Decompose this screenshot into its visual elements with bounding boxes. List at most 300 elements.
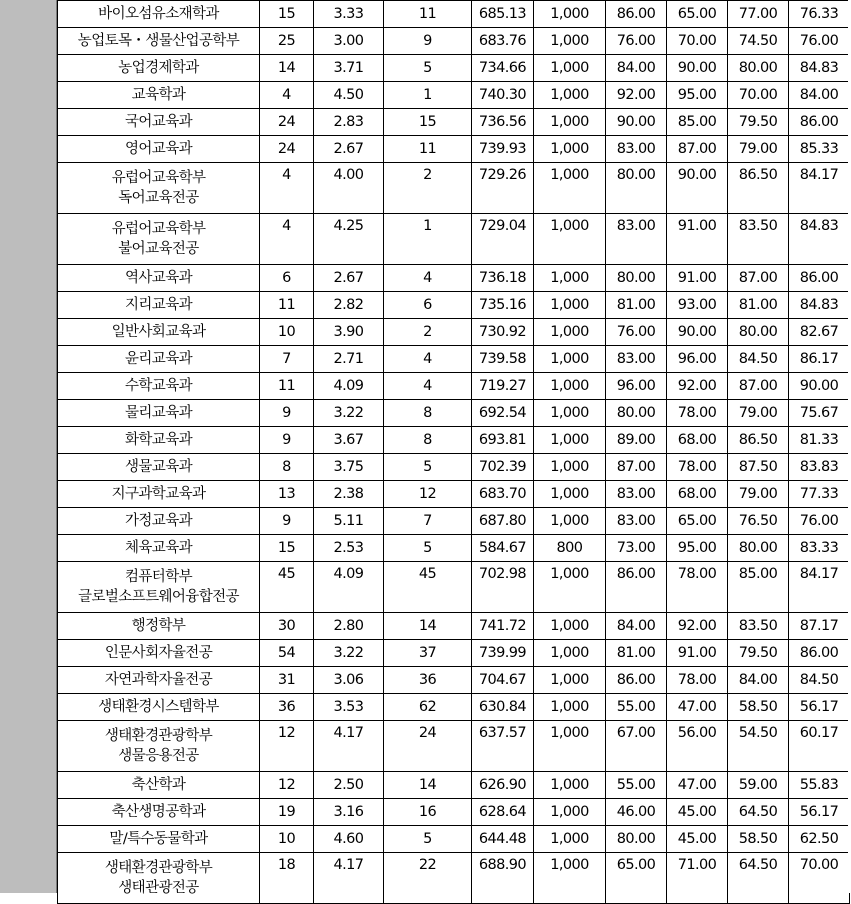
value-cell-c6: 81.00 <box>606 640 667 667</box>
department-name-cell <box>58 562 260 613</box>
value-cell-c7: 91.00 <box>667 214 728 265</box>
department-name: 지구과학교육과 <box>111 486 206 502</box>
value-cell-c6: 83.00 <box>606 214 667 265</box>
value-cell-c1: 9 <box>260 400 314 427</box>
value-cell-c8: 58.50 <box>728 694 789 721</box>
value-cell-c6: 65.00 <box>606 853 667 904</box>
value-cell-c8: 85.00 <box>728 562 789 613</box>
value-cell-c1: 7 <box>260 346 314 373</box>
department-name: 자연과학자율전공 <box>104 672 213 688</box>
department-name: 행정학부 <box>131 618 186 634</box>
table-row <box>58 109 850 136</box>
value-cell-c5: 1,000 <box>534 1 606 28</box>
value-cell-c3: 11 <box>384 1 472 28</box>
table-row <box>58 562 850 613</box>
value-cell-c9: 90.00 <box>789 373 850 400</box>
department-name-cell <box>58 427 260 454</box>
value-cell-c4: 630.84 <box>472 694 534 721</box>
value-cell-c3: 4 <box>384 373 472 400</box>
table-row <box>58 853 850 904</box>
value-cell-c5: 1,000 <box>534 319 606 346</box>
table-row <box>58 319 850 346</box>
table-row <box>58 535 850 562</box>
value-cell-c3: 24 <box>384 721 472 772</box>
value-cell-c7: 92.00 <box>667 373 728 400</box>
value-cell-c5: 1,000 <box>534 481 606 508</box>
value-cell-c8: 87.50 <box>728 454 789 481</box>
value-cell-c2: 3.75 <box>314 454 384 481</box>
value-cell-c4: 693.81 <box>472 427 534 454</box>
table-row <box>58 454 850 481</box>
value-cell-c6: 84.00 <box>606 55 667 82</box>
value-cell-c8: 86.50 <box>728 163 789 214</box>
value-cell-c4: 734.66 <box>472 55 534 82</box>
admission-results-table <box>57 0 850 904</box>
value-cell-c7: 93.00 <box>667 292 728 319</box>
table-row <box>58 826 850 853</box>
department-name: 바이오섬유소재학과 <box>98 6 219 22</box>
department-name-cell <box>58 667 260 694</box>
department-name: 컴퓨터학부 <box>124 569 193 585</box>
table-row <box>58 163 850 214</box>
value-cell-c7: 70.00 <box>667 28 728 55</box>
value-cell-c4: 740.30 <box>472 82 534 109</box>
value-cell-c2: 2.50 <box>314 772 384 799</box>
value-cell-c3: 8 <box>384 427 472 454</box>
department-name-cell <box>58 214 260 265</box>
department-name: 교육학과 <box>131 87 186 103</box>
table-row <box>58 508 850 535</box>
value-cell-c9: 60.17 <box>789 721 850 772</box>
value-cell-c2: 2.82 <box>314 292 384 319</box>
value-cell-c6: 80.00 <box>606 265 667 292</box>
department-name: 영어교육과 <box>124 141 193 157</box>
value-cell-c5: 1,000 <box>534 28 606 55</box>
value-cell-c4: 719.27 <box>472 373 534 400</box>
value-cell-c9: 84.83 <box>789 292 850 319</box>
department-name-cell <box>58 772 260 799</box>
value-cell-c2: 2.83 <box>314 109 384 136</box>
department-name-cell <box>58 694 260 721</box>
value-cell-c9: 62.50 <box>789 826 850 853</box>
value-cell-c5: 1,000 <box>534 562 606 613</box>
value-cell-c9: 70.00 <box>789 853 850 904</box>
value-cell-c1: 54 <box>260 640 314 667</box>
department-name-cell <box>58 613 260 640</box>
department-name-cell <box>58 853 260 904</box>
value-cell-c8: 86.50 <box>728 427 789 454</box>
value-cell-c9: 86.00 <box>789 109 850 136</box>
value-cell-c7: 90.00 <box>667 319 728 346</box>
department-name-cell <box>58 535 260 562</box>
department-major: 글로벌소프트웨어융합전공 <box>78 589 239 605</box>
department-name: 국어교육과 <box>124 114 193 130</box>
value-cell-c7: 65.00 <box>667 508 728 535</box>
value-cell-c7: 71.00 <box>667 853 728 904</box>
value-cell-c7: 85.00 <box>667 109 728 136</box>
value-cell-c1: 8 <box>260 454 314 481</box>
value-cell-c9: 76.00 <box>789 28 850 55</box>
value-cell-c4: 687.80 <box>472 508 534 535</box>
value-cell-c5: 1,000 <box>534 292 606 319</box>
value-cell-c8: 80.00 <box>728 535 789 562</box>
value-cell-c4: 729.04 <box>472 214 534 265</box>
value-cell-c1: 12 <box>260 721 314 772</box>
value-cell-c1: 12 <box>260 772 314 799</box>
value-cell-c2: 3.22 <box>314 400 384 427</box>
value-cell-c9: 75.67 <box>789 400 850 427</box>
value-cell-c4: 736.56 <box>472 109 534 136</box>
value-cell-c7: 78.00 <box>667 400 728 427</box>
value-cell-c9: 76.33 <box>789 1 850 28</box>
value-cell-c9: 84.83 <box>789 214 850 265</box>
value-cell-c8: 81.00 <box>728 292 789 319</box>
value-cell-c2: 5.11 <box>314 508 384 535</box>
value-cell-c5: 1,000 <box>534 721 606 772</box>
table-row <box>58 640 850 667</box>
department-name-cell <box>58 319 260 346</box>
value-cell-c6: 46.00 <box>606 799 667 826</box>
department-name: 농업경제학과 <box>118 60 199 76</box>
value-cell-c2: 3.16 <box>314 799 384 826</box>
value-cell-c1: 15 <box>260 1 314 28</box>
value-cell-c4: 683.76 <box>472 28 534 55</box>
value-cell-c7: 68.00 <box>667 427 728 454</box>
value-cell-c4: 628.64 <box>472 799 534 826</box>
department-name-cell <box>58 109 260 136</box>
value-cell-c5: 1,000 <box>534 508 606 535</box>
value-cell-c4: 626.90 <box>472 772 534 799</box>
table-row <box>58 721 850 772</box>
value-cell-c3: 37 <box>384 640 472 667</box>
value-cell-c4: 683.70 <box>472 481 534 508</box>
value-cell-c6: 86.00 <box>606 667 667 694</box>
value-cell-c5: 1,000 <box>534 346 606 373</box>
department-name: 수학교육과 <box>124 378 193 394</box>
value-cell-c8: 77.00 <box>728 1 789 28</box>
value-cell-c7: 78.00 <box>667 454 728 481</box>
value-cell-c2: 2.67 <box>314 136 384 163</box>
value-cell-c3: 8 <box>384 400 472 427</box>
value-cell-c8: 64.50 <box>728 799 789 826</box>
value-cell-c9: 84.00 <box>789 82 850 109</box>
value-cell-c3: 6 <box>384 292 472 319</box>
department-name: 체육교육과 <box>124 540 193 556</box>
department-name-cell <box>58 265 260 292</box>
department-name: 인문사회자율전공 <box>104 645 213 661</box>
value-cell-c8: 80.00 <box>728 319 789 346</box>
value-cell-c2: 4.17 <box>314 853 384 904</box>
value-cell-c5: 800 <box>534 535 606 562</box>
value-cell-c7: 91.00 <box>667 265 728 292</box>
department-name-cell <box>58 346 260 373</box>
value-cell-c5: 1,000 <box>534 613 606 640</box>
value-cell-c8: 74.50 <box>728 28 789 55</box>
department-name-cell <box>58 28 260 55</box>
value-cell-c3: 62 <box>384 694 472 721</box>
value-cell-c6: 83.00 <box>606 481 667 508</box>
value-cell-c3: 4 <box>384 346 472 373</box>
value-cell-c1: 14 <box>260 55 314 82</box>
value-cell-c1: 18 <box>260 853 314 904</box>
department-name: 일반사회교육과 <box>111 324 206 340</box>
value-cell-c8: 79.50 <box>728 640 789 667</box>
value-cell-c6: 81.00 <box>606 292 667 319</box>
department-name-cell <box>58 163 260 214</box>
value-cell-c7: 90.00 <box>667 55 728 82</box>
value-cell-c4: 637.57 <box>472 721 534 772</box>
value-cell-c4: 685.13 <box>472 1 534 28</box>
value-cell-c3: 9 <box>384 28 472 55</box>
table-row <box>58 799 850 826</box>
value-cell-c7: 96.00 <box>667 346 728 373</box>
department-name: 유럽어교육학부 <box>111 170 206 186</box>
value-cell-c7: 95.00 <box>667 535 728 562</box>
value-cell-c1: 9 <box>260 508 314 535</box>
value-cell-c2: 3.71 <box>314 55 384 82</box>
value-cell-c6: 80.00 <box>606 163 667 214</box>
value-cell-c7: 45.00 <box>667 826 728 853</box>
value-cell-c8: 54.50 <box>728 721 789 772</box>
value-cell-c3: 14 <box>384 613 472 640</box>
value-cell-c5: 1,000 <box>534 82 606 109</box>
value-cell-c4: 739.58 <box>472 346 534 373</box>
value-cell-c4: 736.18 <box>472 265 534 292</box>
value-cell-c8: 79.00 <box>728 400 789 427</box>
value-cell-c2: 4.60 <box>314 826 384 853</box>
value-cell-c3: 16 <box>384 799 472 826</box>
value-cell-c4: 729.26 <box>472 163 534 214</box>
value-cell-c9: 83.33 <box>789 535 850 562</box>
value-cell-c2: 4.00 <box>314 163 384 214</box>
value-cell-c3: 22 <box>384 853 472 904</box>
value-cell-c8: 70.00 <box>728 82 789 109</box>
value-cell-c1: 10 <box>260 826 314 853</box>
value-cell-c5: 1,000 <box>534 427 606 454</box>
value-cell-c5: 1,000 <box>534 667 606 694</box>
value-cell-c6: 83.00 <box>606 136 667 163</box>
value-cell-c6: 80.00 <box>606 400 667 427</box>
value-cell-c6: 84.00 <box>606 613 667 640</box>
value-cell-c5: 1,000 <box>534 400 606 427</box>
value-cell-c3: 5 <box>384 535 472 562</box>
value-cell-c1: 10 <box>260 319 314 346</box>
value-cell-c9: 84.50 <box>789 667 850 694</box>
value-cell-c7: 91.00 <box>667 640 728 667</box>
value-cell-c2: 4.17 <box>314 721 384 772</box>
value-cell-c4: 584.67 <box>472 535 534 562</box>
department-name: 유럽어교육학부 <box>111 221 206 237</box>
value-cell-c7: 65.00 <box>667 1 728 28</box>
value-cell-c6: 83.00 <box>606 508 667 535</box>
value-cell-c9: 55.83 <box>789 772 850 799</box>
value-cell-c8: 84.00 <box>728 667 789 694</box>
department-name-cell <box>58 481 260 508</box>
value-cell-c7: 87.00 <box>667 136 728 163</box>
value-cell-c2: 2.71 <box>314 346 384 373</box>
department-major: 생태관광전공 <box>118 880 199 896</box>
table-row <box>58 694 850 721</box>
value-cell-c5: 1,000 <box>534 772 606 799</box>
department-name: 화학교육과 <box>124 432 193 448</box>
department-name-cell <box>58 55 260 82</box>
value-cell-c2: 4.09 <box>314 373 384 400</box>
value-cell-c2: 3.90 <box>314 319 384 346</box>
value-cell-c8: 76.50 <box>728 508 789 535</box>
department-name: 축산학과 <box>131 777 186 793</box>
value-cell-c2: 4.09 <box>314 562 384 613</box>
department-name-cell <box>58 454 260 481</box>
department-name: 생태환경관광학부 <box>104 728 213 744</box>
value-cell-c5: 1,000 <box>534 163 606 214</box>
value-cell-c2: 2.80 <box>314 613 384 640</box>
value-cell-c4: 730.92 <box>472 319 534 346</box>
table-row <box>58 481 850 508</box>
table-row <box>58 667 850 694</box>
value-cell-c6: 67.00 <box>606 721 667 772</box>
value-cell-c6: 96.00 <box>606 373 667 400</box>
value-cell-c5: 1,000 <box>534 136 606 163</box>
department-name: 말/특수동물학과 <box>109 831 208 847</box>
department-major: 생물응용전공 <box>118 748 199 764</box>
value-cell-c7: 78.00 <box>667 562 728 613</box>
table-row <box>58 55 850 82</box>
value-cell-c2: 3.67 <box>314 427 384 454</box>
value-cell-c3: 4 <box>384 265 472 292</box>
table-row <box>58 136 850 163</box>
value-cell-c5: 1,000 <box>534 826 606 853</box>
value-cell-c5: 1,000 <box>534 55 606 82</box>
value-cell-c3: 15 <box>384 109 472 136</box>
value-cell-c3: 45 <box>384 562 472 613</box>
left-gutter <box>0 0 57 893</box>
value-cell-c7: 68.00 <box>667 481 728 508</box>
value-cell-c5: 1,000 <box>534 109 606 136</box>
department-name: 생물교육과 <box>124 459 193 475</box>
value-cell-c4: 704.67 <box>472 667 534 694</box>
value-cell-c4: 741.72 <box>472 613 534 640</box>
value-cell-c1: 11 <box>260 373 314 400</box>
value-cell-c5: 1,000 <box>534 853 606 904</box>
department-name-cell <box>58 373 260 400</box>
value-cell-c9: 82.67 <box>789 319 850 346</box>
value-cell-c5: 1,000 <box>534 373 606 400</box>
value-cell-c8: 79.00 <box>728 136 789 163</box>
value-cell-c1: 30 <box>260 613 314 640</box>
value-cell-c8: 79.50 <box>728 109 789 136</box>
value-cell-c1: 19 <box>260 799 314 826</box>
value-cell-c1: 15 <box>260 535 314 562</box>
value-cell-c9: 56.17 <box>789 799 850 826</box>
value-cell-c5: 1,000 <box>534 214 606 265</box>
value-cell-c9: 77.33 <box>789 481 850 508</box>
value-cell-c1: 6 <box>260 265 314 292</box>
department-name: 지리교육과 <box>124 297 193 313</box>
table-row <box>58 214 850 265</box>
value-cell-c4: 702.98 <box>472 562 534 613</box>
value-cell-c9: 85.33 <box>789 136 850 163</box>
value-cell-c6: 87.00 <box>606 454 667 481</box>
value-cell-c6: 92.00 <box>606 82 667 109</box>
value-cell-c4: 702.39 <box>472 454 534 481</box>
value-cell-c7: 90.00 <box>667 163 728 214</box>
department-name: 가정교육과 <box>124 513 193 529</box>
department-major: 불어교육전공 <box>118 241 199 257</box>
value-cell-c2: 2.67 <box>314 265 384 292</box>
value-cell-c3: 12 <box>384 481 472 508</box>
value-cell-c3: 5 <box>384 454 472 481</box>
value-cell-c8: 59.00 <box>728 772 789 799</box>
value-cell-c6: 76.00 <box>606 28 667 55</box>
value-cell-c1: 4 <box>260 214 314 265</box>
table-row <box>58 400 850 427</box>
value-cell-c9: 84.83 <box>789 55 850 82</box>
value-cell-c6: 55.00 <box>606 694 667 721</box>
table-row <box>58 292 850 319</box>
value-cell-c6: 55.00 <box>606 772 667 799</box>
value-cell-c5: 1,000 <box>534 694 606 721</box>
value-cell-c8: 84.50 <box>728 346 789 373</box>
table-row <box>58 265 850 292</box>
table-row <box>58 82 850 109</box>
value-cell-c1: 4 <box>260 82 314 109</box>
value-cell-c2: 3.06 <box>314 667 384 694</box>
value-cell-c7: 56.00 <box>667 721 728 772</box>
value-cell-c2: 3.53 <box>314 694 384 721</box>
department-name-cell <box>58 826 260 853</box>
table-row <box>58 613 850 640</box>
department-name-cell <box>58 136 260 163</box>
value-cell-c4: 739.93 <box>472 136 534 163</box>
department-name-cell <box>58 1 260 28</box>
department-major: 독어교육전공 <box>118 190 199 206</box>
value-cell-c9: 81.33 <box>789 427 850 454</box>
table-row <box>58 427 850 454</box>
value-cell-c3: 5 <box>384 55 472 82</box>
value-cell-c9: 87.17 <box>789 613 850 640</box>
department-name-cell <box>58 508 260 535</box>
department-name-cell <box>58 799 260 826</box>
value-cell-c1: 24 <box>260 109 314 136</box>
value-cell-c5: 1,000 <box>534 454 606 481</box>
value-cell-c2: 2.38 <box>314 481 384 508</box>
value-cell-c7: 47.00 <box>667 694 728 721</box>
value-cell-c3: 2 <box>384 163 472 214</box>
table-row <box>58 346 850 373</box>
value-cell-c1: 11 <box>260 292 314 319</box>
department-name: 역사교육과 <box>124 270 193 286</box>
value-cell-c8: 80.00 <box>728 55 789 82</box>
value-cell-c8: 58.50 <box>728 826 789 853</box>
table-row <box>58 772 850 799</box>
value-cell-c7: 45.00 <box>667 799 728 826</box>
value-cell-c9: 86.00 <box>789 265 850 292</box>
value-cell-c2: 2.53 <box>314 535 384 562</box>
value-cell-c6: 86.00 <box>606 562 667 613</box>
value-cell-c9: 84.17 <box>789 562 850 613</box>
value-cell-c3: 1 <box>384 214 472 265</box>
value-cell-c2: 3.00 <box>314 28 384 55</box>
department-name-cell <box>58 400 260 427</box>
value-cell-c9: 86.00 <box>789 640 850 667</box>
value-cell-c5: 1,000 <box>534 265 606 292</box>
value-cell-c3: 7 <box>384 508 472 535</box>
value-cell-c7: 95.00 <box>667 82 728 109</box>
value-cell-c7: 47.00 <box>667 772 728 799</box>
table-row <box>58 28 850 55</box>
value-cell-c6: 80.00 <box>606 826 667 853</box>
value-cell-c1: 25 <box>260 28 314 55</box>
